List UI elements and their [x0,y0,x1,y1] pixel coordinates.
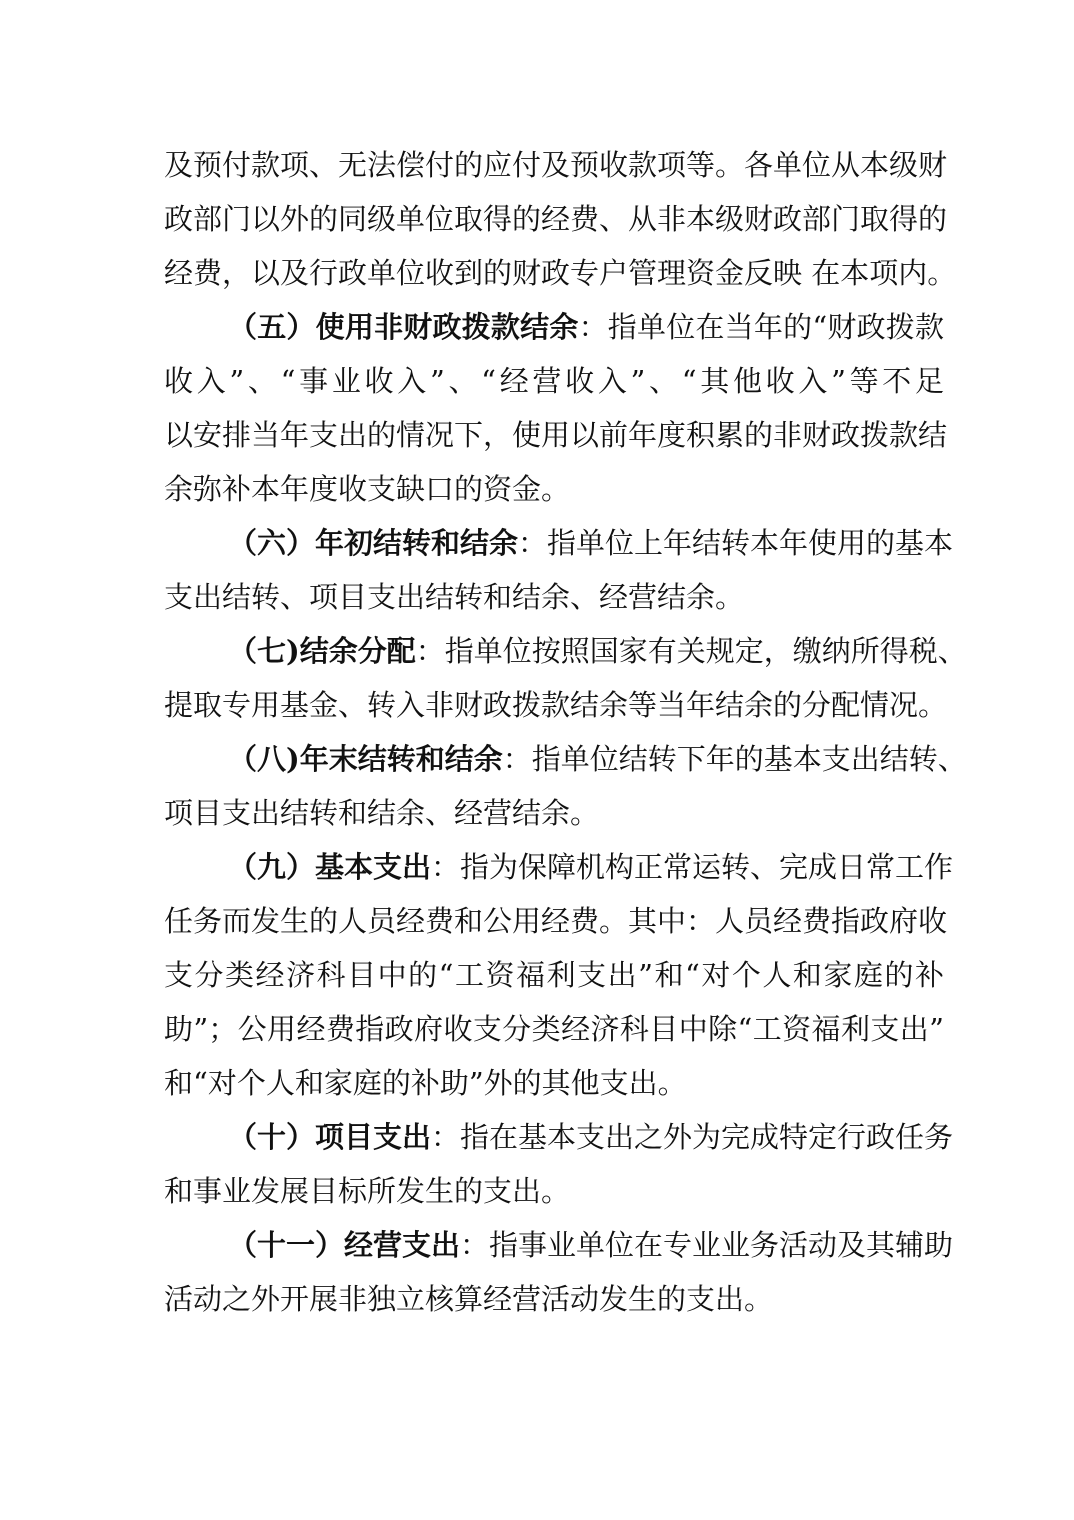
text-line: 以安排当年支出的情况下，使用以前年度积累的非财政拨款结 [164,418,948,452]
text-line [164,1218,954,1272]
paragraph-item-8 [164,732,967,840]
text-line: 余弥补本年度收支缺口的资金。 [164,472,571,506]
text-line [164,300,944,354]
text-line: 活动之外开展非独立核算经营活动发生的支出。 [164,1282,774,1316]
text-line: 项目支出结转和结余、经营结余。 [164,796,600,830]
text-line: 收入”、“事业收入”、“经营收入”、“其他收入”等不足 [164,364,944,398]
item-text: ：指单位结转下年的基本支出结转、 [502,742,967,776]
text-line [164,516,954,570]
paragraph-item-5 [164,300,948,516]
item-text: ：指单位在当年的“财政拨款 [578,310,944,344]
item-heading: （十）项目支出 [228,1120,432,1154]
text-line [164,624,967,678]
text-line [164,840,954,894]
paragraph-item-6 [164,516,954,624]
item-text: ：指在基本支出之外为完成特定行政任务 [431,1120,954,1154]
item-heading: （十一）经营支出 [228,1228,461,1262]
document-body [164,138,967,1326]
text-line: 经费，以及行政单位收到的财政专户管理资金反映 在本项内。 [164,256,957,290]
text-line: 支分类经济科目中的“工资福利支出”和“对个人和家庭的补 [164,958,944,992]
paragraph-item-10 [164,1110,954,1218]
item-text: ：指单位按照国家有关规定，缴纳所得税、 [415,634,967,668]
item-heading: （五）使用非财政拨款结余 [228,310,579,344]
text-line [164,732,967,786]
item-heading: （六）年初结转和结余 [228,526,519,560]
text-line: 助”；公用经费指政府收支分类经济科目中除“工资福利支出” [164,1012,944,1046]
paragraph-item-11 [164,1218,954,1326]
text-line: 及预付款项、无法偿付的应付及预收款项等。各单位从本级财 [164,148,948,182]
paragraph-continuation [164,138,957,300]
paragraph-item-9 [164,840,954,1110]
item-text: ：指为保障机构正常运转、完成日常工作 [431,850,954,884]
item-text: ：指事业单位在专业业务活动及其辅助 [460,1228,954,1262]
text-line: 和事业发展目标所发生的支出。 [164,1174,571,1208]
text-line: 和“对个人和家庭的补助”外的其他支出。 [164,1066,687,1100]
item-heading: （九）基本支出 [228,850,432,884]
item-heading: （八)年末结转和结余 [228,742,503,776]
text-line: 任务而发生的人员经费和公用经费。其中：人员经费指政府收 [164,904,948,938]
text-line [164,1110,954,1164]
paragraph-item-7 [164,624,967,732]
text-line: 支出结转、项目支出结转和结余、经营结余。 [164,580,745,614]
text-line: 提取专用基金、转入非财政拨款结余等当年结余的分配情况。 [164,688,948,722]
text-line: 政部门以外的同级单位取得的经费、从非本级财政部门取得的 [164,202,948,236]
item-heading: （七)结余分配 [228,634,416,668]
item-text: ：指单位上年结转本年使用的基本 [518,526,954,560]
